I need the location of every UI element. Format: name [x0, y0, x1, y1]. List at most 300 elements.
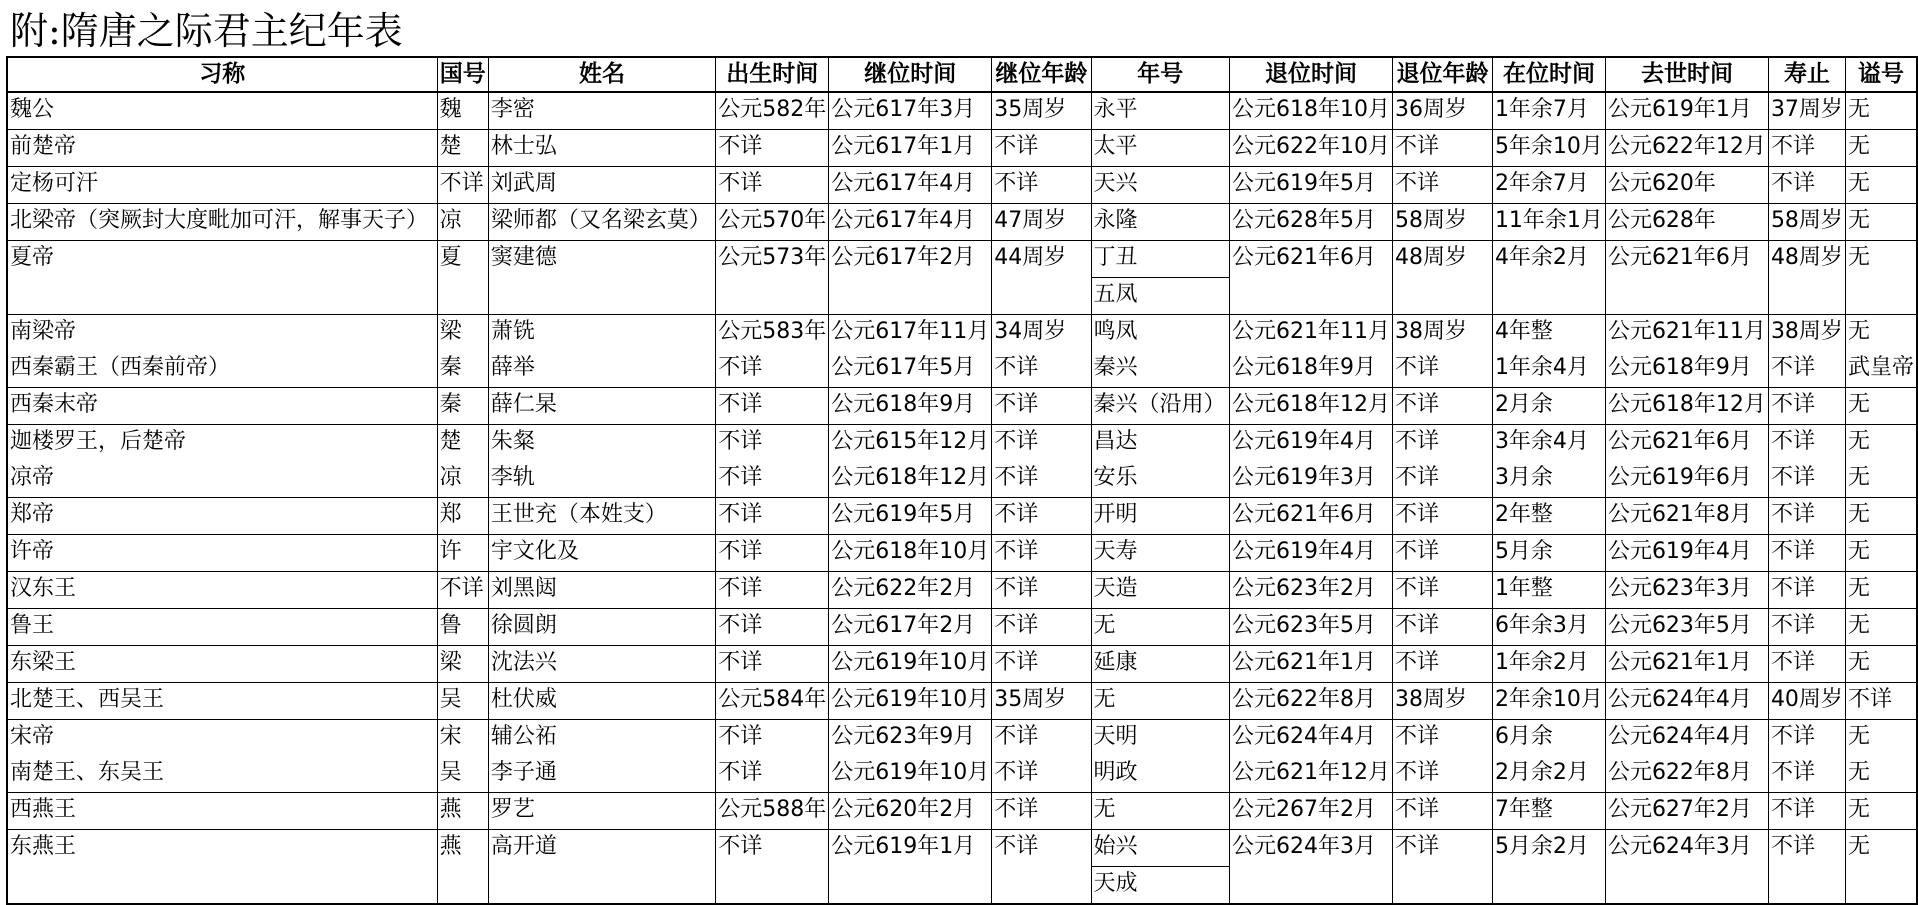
cell-col-accession-age: 不详	[992, 720, 1091, 757]
cell-col-birth: 公元588年	[716, 793, 829, 830]
table-row	[7, 167, 1917, 204]
cell-col-birth: 不详	[716, 572, 829, 609]
cell-col-era: 安乐	[1091, 461, 1229, 498]
cell-col-state: 夏	[437, 241, 488, 278]
cell-col-accession-age: 不详	[992, 461, 1091, 498]
cell-col-abdication: 公元621年6月	[1230, 498, 1393, 535]
cell-col-lifespan: 不详	[1768, 609, 1845, 646]
cell-col-state: 秦	[437, 351, 488, 388]
cell-col-common-name: 郑帝	[7, 498, 437, 535]
cell-col-abdication-age: 不详	[1393, 535, 1493, 572]
cell-col-state: 燕	[437, 830, 488, 867]
cell-col-accession: 公元618年10月	[829, 535, 992, 572]
table-row	[7, 388, 1917, 425]
cell-col-birth: 不详	[716, 756, 829, 793]
cell-col-reign: 2月余	[1492, 388, 1605, 425]
table-row	[7, 130, 1917, 167]
cell-col-posthumous	[1845, 867, 1917, 905]
cell-col-accession-age: 不详	[992, 498, 1091, 535]
cell-col-abdication: 公元621年12月	[1230, 756, 1393, 793]
cell-col-death: 公元621年6月	[1605, 241, 1768, 278]
cell-col-lifespan: 40周岁	[1768, 683, 1845, 720]
cell-col-accession: 公元617年4月	[829, 204, 992, 241]
cell-col-posthumous: 无	[1845, 498, 1917, 535]
cell-col-birth: 不详	[716, 130, 829, 167]
cell-col-posthumous: 无	[1845, 425, 1917, 462]
cell-col-accession: 公元619年10月	[829, 646, 992, 683]
cell-col-name	[488, 278, 715, 315]
rulers-table	[6, 56, 1918, 905]
cell-col-lifespan: 不详	[1768, 535, 1845, 572]
cell-col-state: 楚	[437, 130, 488, 167]
cell-col-state: 鲁	[437, 609, 488, 646]
cell-col-abdication: 公元267年2月	[1230, 793, 1393, 830]
cell-col-death: 公元622年8月	[1605, 756, 1768, 793]
cell-col-posthumous: 无	[1845, 646, 1917, 683]
page-title: 附:隋唐之际君主纪年表	[10, 9, 403, 53]
cell-col-posthumous: 无	[1845, 756, 1917, 793]
cell-col-era: 无	[1091, 609, 1229, 646]
table-row	[7, 609, 1917, 646]
cell-col-reign: 6年余3月	[1492, 609, 1605, 646]
cell-col-posthumous: 无	[1845, 167, 1917, 204]
cell-col-death: 公元624年4月	[1605, 720, 1768, 757]
cell-col-common-name: 许帝	[7, 535, 437, 572]
table-row	[7, 572, 1917, 609]
cell-col-era: 无	[1091, 683, 1229, 720]
cell-col-state: 魏	[437, 92, 488, 130]
cell-col-birth: 不详	[716, 425, 829, 462]
cell-col-era: 天明	[1091, 720, 1229, 757]
cell-col-death: 公元621年1月	[1605, 646, 1768, 683]
cell-col-common-name: 西秦霸王（西秦前帝）	[7, 351, 437, 388]
cell-col-name: 高开道	[488, 830, 715, 867]
cell-col-accession: 公元619年1月	[829, 830, 992, 867]
cell-col-common-name: 宋帝	[10, 724, 55, 749]
cell-col-birth: 不详	[716, 351, 829, 388]
cell-col-abdication: 公元623年5月	[1230, 609, 1393, 646]
cell-col-state: 吴	[437, 683, 488, 720]
cell-col-abdication-age: 不详	[1393, 498, 1493, 535]
cell-col-lifespan	[1768, 867, 1845, 905]
cell-col-era: 天成	[1091, 867, 1229, 905]
cell-col-name: 罗艺	[488, 793, 715, 830]
cell-col-abdication: 公元621年1月	[1230, 646, 1393, 683]
cell-col-name: 梁师都（又名梁玄莫）	[488, 204, 715, 241]
cell-col-birth	[716, 867, 829, 905]
cell-col-abdication-age	[1393, 867, 1493, 905]
header-col-state: 国号	[437, 57, 488, 92]
header-row	[7, 57, 1917, 92]
cell-col-abdication-age: 不详	[1393, 572, 1493, 609]
cell-col-accession-age: 不详	[992, 351, 1091, 388]
cell-col-name: 杜伏威	[488, 683, 715, 720]
cell-col-lifespan: 不详	[1768, 498, 1845, 535]
cell-col-accession-age	[992, 867, 1091, 905]
header-col-abdication: 退位时间	[1230, 57, 1393, 92]
cell-col-abdication: 公元619年5月	[1230, 167, 1393, 204]
cell-col-state: 凉	[437, 204, 488, 241]
cell-col-era: 鸣凤	[1091, 315, 1229, 352]
cell-col-birth: 公元583年	[716, 315, 829, 352]
cell-col-abdication-age: 不详	[1393, 756, 1493, 793]
cell-col-birth: 不详	[716, 498, 829, 535]
header-col-posthumous: 谥号	[1845, 57, 1917, 92]
cell-col-name: 薛仁杲	[488, 388, 715, 425]
cell-col-name: 萧铣	[488, 315, 715, 352]
cell-col-posthumous: 无	[1845, 461, 1917, 498]
cell-col-reign: 5月余	[1492, 535, 1605, 572]
table-row	[7, 204, 1917, 241]
table-row	[7, 867, 1917, 905]
header-col-accession: 继位时间	[829, 57, 992, 92]
cell-col-death: 公元622年12月	[1605, 130, 1768, 167]
cell-col-death: 公元624年3月	[1605, 830, 1768, 867]
cell-col-name: 李轨	[488, 461, 715, 498]
cell-col-posthumous: 无	[1845, 793, 1917, 830]
header-col-common-name: 习称	[7, 57, 437, 92]
cell-col-birth: 不详	[716, 461, 829, 498]
cell-col-lifespan: 不详	[1768, 425, 1845, 462]
cell-col-abdication: 公元619年3月	[1230, 461, 1393, 498]
cell-col-accession-age: 不详	[992, 535, 1091, 572]
cell-col-posthumous: 无	[1845, 830, 1917, 867]
cell-col-lifespan: 37周岁	[1768, 92, 1845, 130]
cell-col-accession: 公元619年10月	[829, 683, 992, 720]
cell-col-posthumous: 武皇帝	[1845, 351, 1917, 388]
cell-col-lifespan: 38周岁	[1768, 315, 1845, 352]
cell-col-name: 徐圆朗	[488, 609, 715, 646]
header-col-birth: 出生时间	[716, 57, 829, 92]
cell-col-accession: 公元620年2月	[829, 793, 992, 830]
cell-col-name: 王世充（本姓支）	[488, 498, 715, 535]
cell-col-reign: 1年余7月	[1492, 92, 1605, 130]
cell-col-posthumous: 无	[1845, 609, 1917, 646]
cell-col-reign: 6月余	[1492, 720, 1605, 757]
cell-col-death: 公元621年8月	[1605, 498, 1768, 535]
cell-col-birth: 公元570年	[716, 204, 829, 241]
cell-col-reign: 4年余2月	[1492, 241, 1605, 278]
cell-col-accession-age	[992, 278, 1091, 315]
table-row	[7, 793, 1917, 830]
cell-col-lifespan: 不详	[1768, 351, 1845, 388]
header-col-reign: 在位时间	[1492, 57, 1605, 92]
cell-col-state	[437, 278, 488, 315]
table-row	[7, 756, 1917, 793]
cell-col-accession-age: 不详	[992, 130, 1091, 167]
cell-col-posthumous: 无	[1845, 315, 1917, 352]
cell-col-era: 开明	[1091, 498, 1229, 535]
cell-col-abdication-age: 不详	[1393, 720, 1493, 757]
cell-col-reign: 11年余1月	[1492, 204, 1605, 241]
cell-col-accession-age: 不详	[992, 609, 1091, 646]
cell-col-name	[488, 867, 715, 905]
table-row	[7, 315, 1917, 352]
cell-col-birth: 不详	[716, 720, 829, 757]
cell-col-name: 朱粲	[488, 425, 715, 462]
cell-col-state: 郑	[437, 498, 488, 535]
cell-col-birth: 公元584年	[716, 683, 829, 720]
table-row	[7, 92, 1917, 130]
cell-col-accession-age: 不详	[992, 793, 1091, 830]
cell-col-accession: 公元623年9月	[829, 720, 992, 757]
cell-col-era: 明政	[1091, 756, 1229, 793]
cell-col-reign: 1年整	[1492, 572, 1605, 609]
cell-col-death: 公元619年6月	[1605, 461, 1768, 498]
table-row	[7, 683, 1917, 720]
cell-col-death: 公元624年4月	[1605, 683, 1768, 720]
cell-col-accession: 公元617年3月	[829, 92, 992, 130]
cell-col-era: 天寿	[1091, 535, 1229, 572]
cell-col-era: 永平	[1091, 92, 1229, 130]
header-col-era: 年号	[1091, 57, 1229, 92]
cell-col-era: 永隆	[1091, 204, 1229, 241]
header-col-accession-age: 继位年龄	[992, 57, 1091, 92]
cell-col-abdication: 公元618年9月	[1230, 351, 1393, 388]
cell-col-abdication-age: 不详	[1393, 830, 1493, 867]
cell-col-reign	[1492, 867, 1605, 905]
cell-col-abdication-age: 不详	[1393, 646, 1493, 683]
cell-col-state: 不详	[437, 572, 488, 609]
cell-col-abdication-age: 36周岁	[1393, 92, 1493, 130]
cell-col-accession-age: 34周岁	[992, 315, 1091, 352]
cell-col-death	[1605, 867, 1768, 905]
cell-col-death	[1605, 278, 1768, 315]
cell-col-abdication-age: 不详	[1393, 351, 1493, 388]
table-row	[7, 425, 1917, 462]
cell-col-accession-age: 不详	[992, 388, 1091, 425]
cell-col-era: 丁丑	[1091, 241, 1229, 278]
cell-col-common-name: 西秦末帝	[7, 388, 437, 425]
cell-col-lifespan: 58周岁	[1768, 204, 1845, 241]
cell-col-reign: 5月余2月	[1492, 830, 1605, 867]
cell-col-abdication: 公元622年8月	[1230, 683, 1393, 720]
table-row	[7, 241, 1917, 278]
cell-col-reign: 5年余10月	[1492, 130, 1605, 167]
cell-col-accession	[829, 867, 992, 905]
table-body	[7, 92, 1917, 904]
cell-col-accession-age: 不详	[992, 425, 1091, 462]
cell-col-death: 公元619年4月	[1605, 535, 1768, 572]
cell-col-death: 公元619年1月	[1605, 92, 1768, 130]
cell-col-accession: 公元617年2月	[829, 609, 992, 646]
table-row	[7, 720, 1917, 757]
cell-col-state: 楚	[437, 425, 488, 462]
cell-col-death: 公元621年6月	[1605, 425, 1768, 462]
cell-col-posthumous: 无	[1845, 241, 1917, 278]
cell-col-reign: 1年余2月	[1492, 646, 1605, 683]
cell-col-lifespan: 不详	[1768, 756, 1845, 793]
cell-col-era: 秦兴（沿用）	[1091, 388, 1229, 425]
cell-col-birth	[716, 278, 829, 315]
cell-col-birth: 不详	[716, 388, 829, 425]
cell-col-common-name: 魏公	[7, 92, 437, 130]
cell-col-state: 宋	[437, 720, 488, 757]
cell-col-abdication-age: 不详	[1393, 130, 1493, 167]
cell-col-birth: 公元582年	[716, 92, 829, 130]
cell-col-common-name	[7, 278, 437, 315]
cell-col-abdication: 公元618年10月	[1230, 92, 1393, 130]
cell-col-common-name: 凉帝	[7, 461, 437, 498]
cell-col-state: 吴	[437, 756, 488, 793]
cell-col-posthumous: 无	[1845, 388, 1917, 425]
cell-col-lifespan: 不详	[1768, 130, 1845, 167]
cell-col-name: 辅公祏	[488, 720, 715, 757]
cell-col-death: 公元620年	[1605, 167, 1768, 204]
cell-col-common-name: 鲁王	[7, 609, 437, 646]
cell-col-state: 秦	[437, 388, 488, 425]
cell-col-lifespan: 48周岁	[1768, 241, 1845, 278]
cell-col-accession: 公元617年1月	[829, 130, 992, 167]
cell-col-state: 许	[437, 535, 488, 572]
cell-col-state	[437, 867, 488, 905]
cell-col-reign: 3月余	[1492, 461, 1605, 498]
cell-col-reign: 3年余4月	[1492, 425, 1605, 462]
cell-col-state: 凉	[437, 461, 488, 498]
cell-col-accession: 公元615年12月	[829, 425, 992, 462]
cell-col-accession: 公元618年12月	[829, 461, 992, 498]
cell-col-posthumous: 无	[1845, 204, 1917, 241]
cell-col-lifespan: 不详	[1768, 830, 1845, 867]
header-col-lifespan: 寿止	[1768, 57, 1845, 92]
cell-col-abdication-age: 38周岁	[1393, 683, 1493, 720]
cell-col-common-name: 北楚王、西吴王	[7, 683, 437, 720]
cell-col-birth: 不详	[716, 646, 829, 683]
cell-col-name: 宇文化及	[488, 535, 715, 572]
cell-col-birth: 不详	[716, 167, 829, 204]
cell-col-common-name: 东梁王	[7, 646, 437, 683]
cell-col-abdication: 公元621年6月	[1230, 241, 1393, 278]
cell-col-abdication-age: 不详	[1393, 167, 1493, 204]
cell-col-common-name: 前楚帝	[7, 130, 437, 167]
cell-col-abdication-age: 58周岁	[1393, 204, 1493, 241]
cell-col-lifespan: 不详	[1768, 646, 1845, 683]
cell-col-abdication-age: 不详	[1393, 461, 1493, 498]
cell-col-abdication: 公元619年4月	[1230, 535, 1393, 572]
cell-col-accession-age: 47周岁	[992, 204, 1091, 241]
cell-col-accession: 公元617年4月	[829, 167, 992, 204]
cell-col-lifespan: 不详	[1768, 461, 1845, 498]
cell-col-era: 延康	[1091, 646, 1229, 683]
cell-col-state: 梁	[437, 315, 488, 352]
cell-col-abdication-age	[1393, 278, 1493, 315]
cell-col-reign: 2月余2月	[1492, 756, 1605, 793]
cell-col-birth: 公元573年	[716, 241, 829, 278]
cell-col-era: 天造	[1091, 572, 1229, 609]
cell-col-accession-age: 44周岁	[992, 241, 1091, 278]
cell-col-name: 李子通	[488, 756, 715, 793]
table-row	[7, 461, 1917, 498]
cell-col-posthumous: 无	[1845, 92, 1917, 130]
cell-col-common-name: 东燕王	[10, 834, 77, 859]
cell-col-accession-age: 不详	[992, 167, 1091, 204]
cell-col-name: 薛举	[488, 351, 715, 388]
cell-col-accession: 公元617年5月	[829, 351, 992, 388]
cell-col-accession-age: 35周岁	[992, 92, 1091, 130]
cell-col-common-name: 南梁帝	[10, 319, 77, 344]
cell-col-reign	[1492, 278, 1605, 315]
cell-col-era: 始兴	[1091, 830, 1229, 867]
cell-col-birth: 不详	[716, 609, 829, 646]
cell-col-accession: 公元622年2月	[829, 572, 992, 609]
cell-col-reign: 1年余4月	[1492, 351, 1605, 388]
cell-col-era: 五凤	[1091, 278, 1229, 315]
cell-col-abdication: 公元621年11月	[1230, 315, 1393, 352]
cell-col-accession: 公元619年5月	[829, 498, 992, 535]
cell-col-posthumous: 无	[1845, 720, 1917, 757]
cell-col-accession-age: 不详	[992, 756, 1091, 793]
cell-col-accession-age: 不详	[992, 646, 1091, 683]
table-row	[7, 830, 1917, 867]
cell-col-era: 秦兴	[1091, 351, 1229, 388]
header-col-name: 姓名	[488, 57, 715, 92]
cell-col-birth: 不详	[716, 830, 829, 867]
cell-col-accession: 公元617年2月	[829, 241, 992, 278]
cell-col-lifespan: 不详	[1768, 793, 1845, 830]
cell-col-birth: 不详	[716, 535, 829, 572]
cell-col-common-name: 迦楼罗王，后楚帝	[10, 429, 187, 454]
cell-col-common-name: 北梁帝（突厥封大度毗加可汗，解事天子）	[7, 204, 437, 241]
cell-col-abdication-age: 不详	[1393, 388, 1493, 425]
cell-col-accession-age: 35周岁	[992, 683, 1091, 720]
header-col-abdication-age: 退位年龄	[1393, 57, 1493, 92]
cell-col-abdication: 公元624年4月	[1230, 720, 1393, 757]
cell-col-common-name: 汉东王	[7, 572, 437, 609]
cell-col-accession-age: 不详	[992, 572, 1091, 609]
cell-col-name: 林士弘	[488, 130, 715, 167]
cell-col-accession	[829, 278, 992, 315]
cell-col-abdication: 公元619年4月	[1230, 425, 1393, 462]
cell-col-lifespan: 不详	[1768, 388, 1845, 425]
cell-col-death: 公元618年9月	[1605, 351, 1768, 388]
cell-col-reign: 2年余10月	[1492, 683, 1605, 720]
cell-col-common-name: 夏帝	[10, 245, 55, 270]
cell-col-era: 昌达	[1091, 425, 1229, 462]
cell-col-death: 公元627年2月	[1605, 793, 1768, 830]
cell-col-lifespan: 不详	[1768, 572, 1845, 609]
cell-col-lifespan: 不详	[1768, 720, 1845, 757]
cell-col-reign: 7年整	[1492, 793, 1605, 830]
cell-col-name: 李密	[488, 92, 715, 130]
table-row	[7, 535, 1917, 572]
cell-col-abdication-age: 不详	[1393, 425, 1493, 462]
cell-col-common-name: 西燕王	[7, 793, 437, 830]
cell-col-posthumous	[1845, 278, 1917, 315]
cell-col-era: 无	[1091, 793, 1229, 830]
cell-col-abdication: 公元624年3月	[1230, 830, 1393, 867]
cell-col-abdication-age: 48周岁	[1393, 241, 1493, 278]
cell-col-lifespan: 不详	[1768, 167, 1845, 204]
cell-col-common-name	[7, 867, 437, 905]
cell-col-lifespan	[1768, 278, 1845, 315]
cell-col-state: 不详	[437, 167, 488, 204]
table-row	[7, 646, 1917, 683]
cell-col-abdication: 公元618年12月	[1230, 388, 1393, 425]
cell-col-name: 沈法兴	[488, 646, 715, 683]
table-row	[7, 351, 1917, 388]
cell-col-accession: 公元618年9月	[829, 388, 992, 425]
cell-col-accession: 公元617年11月	[829, 315, 992, 352]
cell-col-reign: 2年整	[1492, 498, 1605, 535]
cell-col-death: 公元623年5月	[1605, 609, 1768, 646]
cell-col-abdication-age: 不详	[1393, 609, 1493, 646]
table-row	[7, 278, 1917, 315]
cell-col-abdication: 公元622年10月	[1230, 130, 1393, 167]
cell-col-death: 公元623年3月	[1605, 572, 1768, 609]
cell-col-name: 刘武周	[488, 167, 715, 204]
cell-col-death: 公元628年	[1605, 204, 1768, 241]
cell-col-abdication: 公元628年5月	[1230, 204, 1393, 241]
